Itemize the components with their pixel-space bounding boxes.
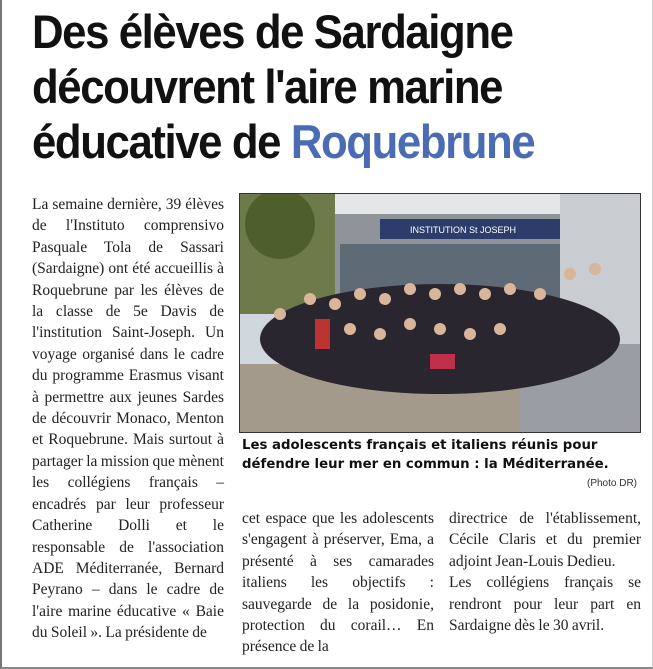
headline-line-3-prefix: éducative de	[32, 115, 291, 168]
photo-credit: (Photo DR)	[586, 478, 637, 489]
group-photo-image	[240, 194, 640, 432]
article-paragraph: Les collégiens français se rendront pour leur part en Sardaigne dès le 30 avril.	[449, 574, 641, 635]
article-paragraph: directrice de l'établissement, Cécile Claris et du premier adjoint Jean-Louis Dedieu.	[449, 510, 641, 570]
photo-caption: Les adolescents français et italiens réunis pour défendre leur mer en commun : la Méditerranée.	[242, 438, 609, 472]
headline-line-2: découvrent l'aire marine	[32, 60, 503, 113]
article-paragraph: cet espace que les adolescents s'engagent à préserver, Ema, a présenté à ses camarades italiens les objectifs : sauvegarde de la posidonie, protection du corail… En présence de la	[242, 510, 434, 656]
article-column-3	[449, 508, 641, 636]
article-column-1	[32, 194, 224, 644]
article-column-2	[242, 508, 434, 658]
article-photo	[239, 193, 641, 433]
building-sign: INSTITUTION St JOSEPH	[410, 225, 517, 235]
headline-line-3	[32, 114, 609, 169]
headline-line-1: Des élèves de Sardaigne	[32, 5, 513, 58]
headline	[32, 4, 609, 169]
headline-highlight: Roquebrune	[290, 115, 535, 168]
article-paragraph: La semaine dernière, 39 élèves de l'Instituto comprensivo Pasquale Tola de Sassari (Sardaigne) ont été accueillis à Roquebrune par les élèves de la classe de 5e Davis de l'institution Saint-Joseph. Un voyage organisé dans le cadre du programme Erasmus visant à permettre aux jeunes Sardes de découvrir Monaco, Menton et Roquebrune. Mais surtout à partager la mission que mènent les collégiens français – encadrés par leur professeur Catherine Dolli et le responsable de l'association ADE Méditerranée, Bernard Peyrano – dans le cadre de l'aire marine éducative « Baie du Soleil ». La présidente de	[32, 196, 224, 642]
